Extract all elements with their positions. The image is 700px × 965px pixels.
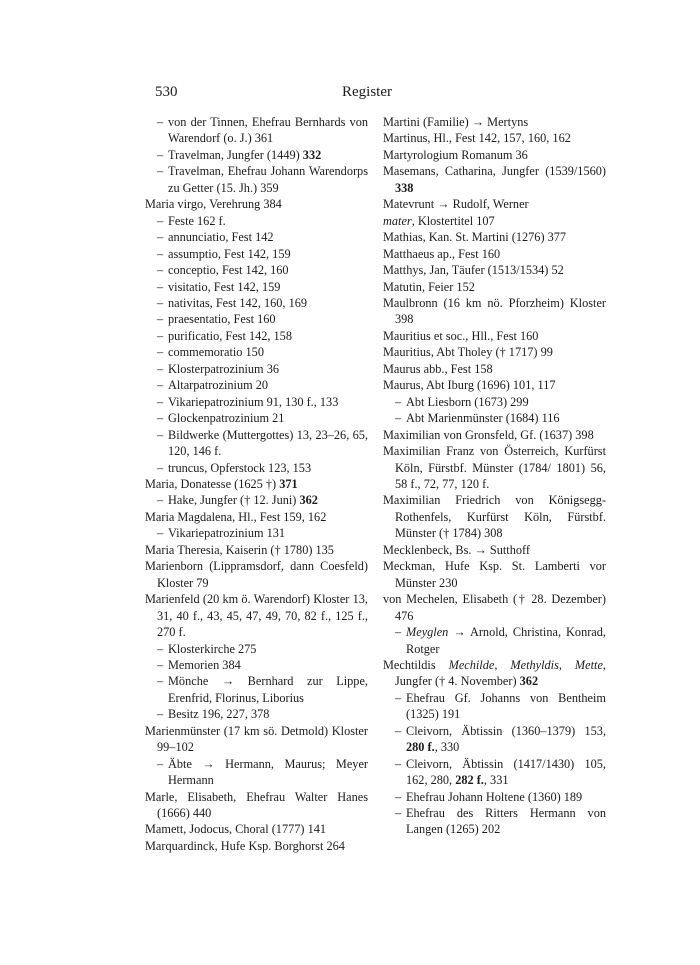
index-entry: Mathias, Kan. St. Martini (1276) 377 xyxy=(383,230,567,245)
index-subentry: – Abt Marienmünster (1684) 116 xyxy=(395,411,560,426)
index-entry: Mamett, Jodocus, Choral (1777) 141 xyxy=(145,822,327,837)
subentry-dash: – xyxy=(157,230,164,245)
subentry-dash: – xyxy=(157,657,164,672)
index-entry: Masemans, Catharina, Jungfer (1539/1560) 338 xyxy=(383,164,606,195)
subentry-dash: – xyxy=(157,427,164,442)
index-subentry: – Glockenpatrozinium 21 xyxy=(157,411,285,426)
index-entry: Matthys, Jan, Täufer (1513/1534) 52 xyxy=(383,263,564,278)
index-subentry: – Vikariepatrozinium 91, 130 f., 133 xyxy=(157,394,339,409)
index-subentry: – nativitas, Fest 142, 160, 169 xyxy=(157,295,308,310)
index-entry: Maximilian Friedrich von Königsegg-Rothenfels, Kurfürst Köln, Fürstbf. Münster († 1784) 308 xyxy=(383,493,606,541)
subentry-dash: – xyxy=(395,806,402,821)
subentry-dash: – xyxy=(395,723,402,738)
index-subentry: – Ehefrau Johann Holtene (1360) 189 xyxy=(395,789,583,804)
index-entry: von Mechelen, Elisabeth († 28. Dezember) 476 xyxy=(383,592,606,623)
index-entry: Maria, Donatesse (1625 †) 371 xyxy=(145,476,298,491)
index-entry: Mauritius, Abt Tholey († 1717) 99 xyxy=(383,345,553,360)
index-entry: Marienborn (Lippramsdorf, dann Coesfeld) Kloster 79 xyxy=(145,559,368,590)
subentry-dash: – xyxy=(157,279,164,294)
subentry-dash: – xyxy=(157,378,164,393)
index-entry: Maurus abb., Fest 158 xyxy=(383,361,493,376)
index-subentry: – Meyglen → Arnold, Christina, Konrad, Rotger xyxy=(395,625,606,656)
subentry-dash: – xyxy=(157,312,164,327)
subentry-dash: – xyxy=(395,625,402,640)
index-column-right xyxy=(383,114,606,838)
index-entry: Martini (Familie) → Mertyns xyxy=(383,115,529,129)
page-number: 530 xyxy=(155,84,178,100)
index-subentry: – conceptio, Fest 142, 160 xyxy=(157,263,289,278)
index-subentry: – purificatio, Fest 142, 158 xyxy=(157,328,292,343)
index-subentry: – Vikariepatrozinium 131 xyxy=(157,526,286,541)
index-entry: Maximilian Franz von Österreich, Kurfürst Köln, Fürstbf. Münster (1784/ 1801) 56, 58 f., 72, 77, 120 f. xyxy=(383,444,606,491)
subentry-dash: – xyxy=(395,690,402,705)
index-entry: Maximilian von Gronsfeld, Gf. (1637) 398 xyxy=(383,427,594,442)
index-entry: Maurus, Abt Iburg (1696) 101, 117 xyxy=(383,378,556,393)
index-entry: Mauritius et soc., Hll., Fest 160 xyxy=(383,328,539,343)
index-subentry: – von der Tinnen, Ehefrau Bernhards von Warendorf (o. J.) 361 xyxy=(157,115,368,146)
index-subentry: – annunciatio, Fest 142 xyxy=(157,230,274,245)
index-subentry: – praesentatio, Fest 160 xyxy=(157,312,276,327)
subentry-dash: – xyxy=(157,164,164,179)
subentry-dash: – xyxy=(157,246,164,261)
index-entry: Maulbronn (16 km nö. Pforzheim) Kloster 398 xyxy=(383,295,606,327)
index-subentry: – Ehefrau Gf. Johanns von Bentheim (1325) 191 xyxy=(395,690,606,722)
index-subentry: – Äbte → Hermann, Maurus; Meyer Hermann xyxy=(157,756,368,788)
index-entry: Marquardinck, Hufe Ksp. Borghorst 264 xyxy=(145,838,345,853)
running-head: Register xyxy=(342,84,392,100)
index-entry: Matthaeus ap., Fest 160 xyxy=(383,246,501,261)
index-subentry: – visitatio, Fest 142, 159 xyxy=(157,279,281,294)
index-subentry: – Bildwerke (Muttergottes) 13, 23–26, 65, 120, 146 f. xyxy=(157,427,368,459)
index-subentry: – Mönche → Bernhard zur Lippe, Erenfrid, Florinus, Liborius xyxy=(157,674,368,705)
index-subentry: – Hake, Jungfer († 12. Juni) 362 xyxy=(157,493,318,508)
index-entry: Meckman, Hufe Ksp. St. Lamberti vor Münster 230 xyxy=(383,559,606,590)
index-subentry: – Cleivorn, Äbtissin (1417/1430) 105, 162, 280, 282 f., 331 xyxy=(395,756,606,788)
subentry-dash: – xyxy=(157,213,164,228)
subentry-dash: – xyxy=(157,756,164,771)
index-entry: Marienfeld (20 km ö. Warendorf) Kloster 13, 31, 40 f., 43, 45, 47, 49, 70, 82 f., 125 f., 270 f. xyxy=(145,592,368,640)
index-subentry: – Altarpatrozinium 20 xyxy=(157,378,269,393)
subentry-dash: – xyxy=(157,361,164,376)
index-subentry: – Feste 162 f. xyxy=(157,213,226,228)
index-subentry: – commemoratio 150 xyxy=(157,345,264,360)
index-subentry: – assumptio, Fest 142, 159 xyxy=(157,246,291,261)
subentry-dash: – xyxy=(157,263,164,278)
index-subentry: – Besitz 196, 227, 378 xyxy=(157,707,270,722)
subentry-dash: – xyxy=(157,394,164,409)
subentry-dash: – xyxy=(395,789,402,804)
index-subentry: – Travelman, Ehefrau Johann Warendorps zu Getter (15. Jh.) 359 xyxy=(157,164,368,195)
subentry-dash: – xyxy=(157,147,164,162)
index-subentry: – Cleivorn, Äbtissin (1360–1379) 153, 280 f., 330 xyxy=(395,723,606,755)
subentry-dash: – xyxy=(395,411,402,426)
subentry-dash: – xyxy=(395,756,402,771)
index-column-left xyxy=(145,114,368,854)
index-entry: Mecklenbeck, Bs. → Sutthoff xyxy=(383,542,530,557)
index-subentry: – truncus, Opferstock 123, 153 xyxy=(157,460,312,475)
index-entry: Matevrunt → Rudolf, Werner xyxy=(383,197,529,212)
index-subentry: – Klosterpatrozinium 36 xyxy=(157,361,279,376)
index-entry: Matutin, Feier 152 xyxy=(383,279,475,294)
index-entry: Marle, Elisabeth, Ehefrau Walter Hanes (1666) 440 xyxy=(145,789,368,821)
subentry-dash: – xyxy=(157,674,164,689)
subentry-dash: – xyxy=(157,707,164,722)
index-subentry: – Memorien 384 xyxy=(157,657,241,672)
subentry-dash: – xyxy=(395,394,402,409)
subentry-dash: – xyxy=(157,526,164,541)
index-entry: Marienmünster (17 km sö. Detmold) Kloster 99–102 xyxy=(145,723,368,755)
index-entry: mater, Klostertitel 107 xyxy=(383,213,495,228)
index-entry: Martyrologium Romanum 36 xyxy=(383,147,528,162)
subentry-dash: – xyxy=(157,295,164,310)
index-subentry: – Ehefrau des Ritters Hermann von Langen (1265) 202 xyxy=(395,806,606,837)
subentry-dash: – xyxy=(157,328,164,343)
subentry-dash: – xyxy=(157,345,164,360)
index-entry: Martinus, Hl., Fest 142, 157, 160, 162 xyxy=(383,131,571,146)
index-entry: Mechtildis Mechilde, Methyldis, Mette, Jungfer († 4. November) 362 xyxy=(383,657,606,689)
subentry-dash: – xyxy=(157,115,164,129)
index-entry: Maria virgo, Verehrung 384 xyxy=(145,197,282,212)
index-subentry: – Abt Liesborn (1673) 299 xyxy=(395,394,529,409)
index-entry: Maria Magdalena, Hl., Fest 159, 162 xyxy=(145,509,327,524)
subentry-dash: – xyxy=(157,641,164,656)
index-subentry: – Klosterkirche 275 xyxy=(157,641,257,656)
subentry-dash: – xyxy=(157,493,164,508)
subentry-dash: – xyxy=(157,411,164,426)
index-entry: Maria Theresia, Kaiserin († 1780) 135 xyxy=(145,542,334,557)
subentry-dash: – xyxy=(157,460,164,475)
index-subentry: – Travelman, Jungfer (1449) 332 xyxy=(157,147,322,162)
